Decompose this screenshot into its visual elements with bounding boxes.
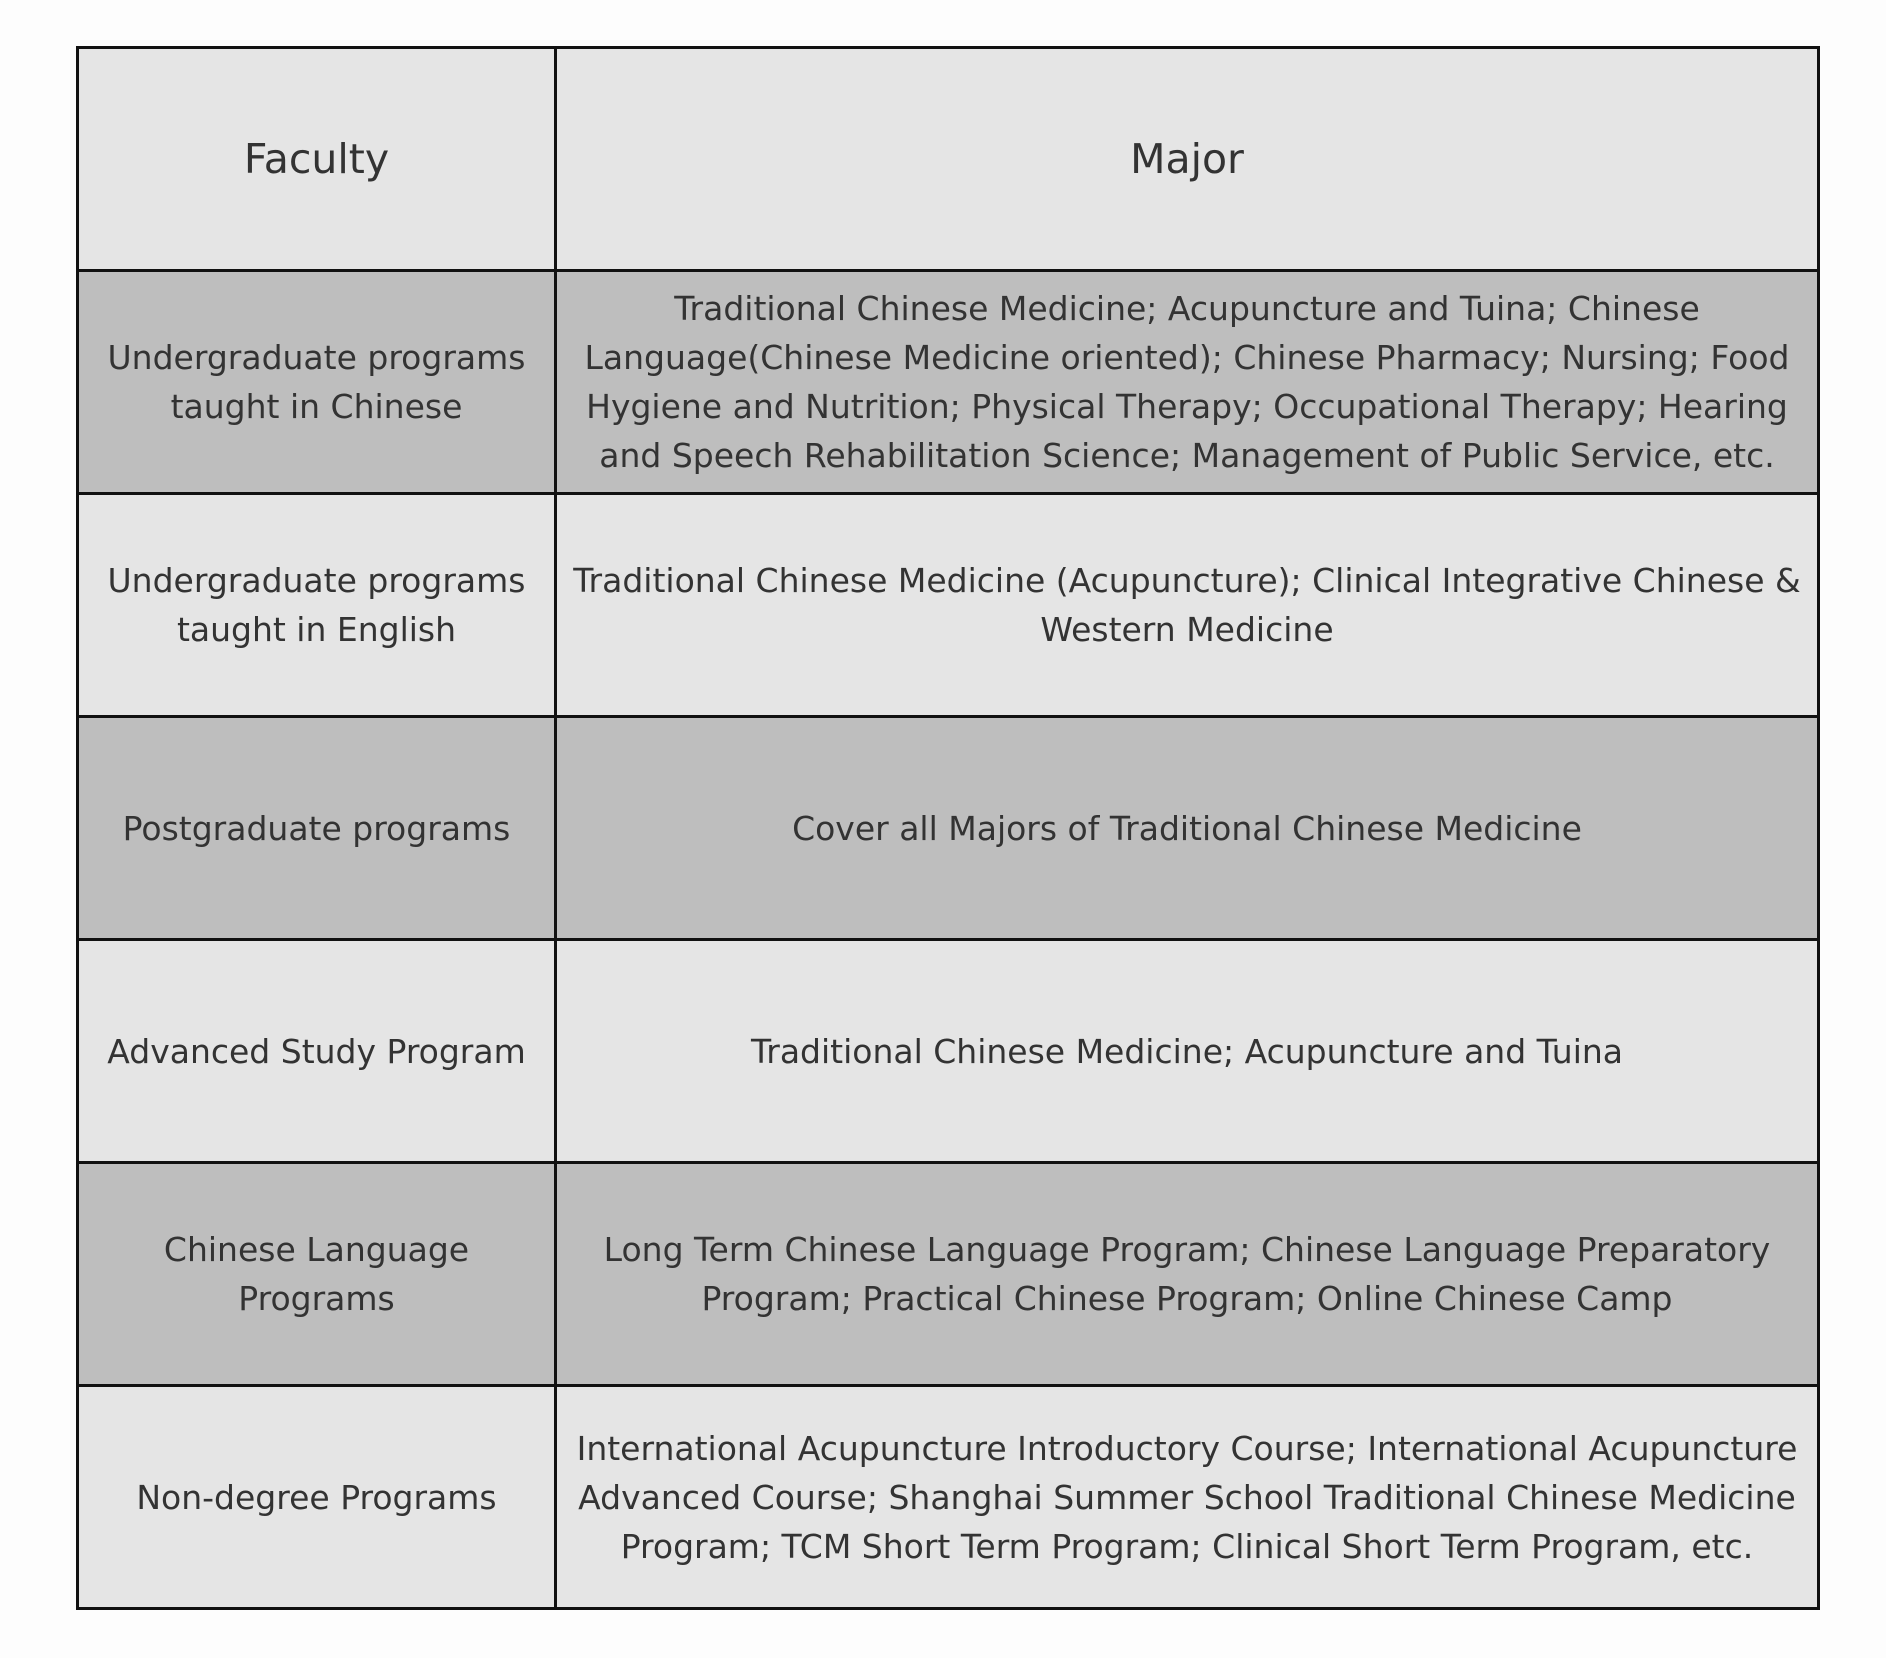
faculty-cell: Postgraduate programs <box>78 717 556 940</box>
faculty-column-header: Faculty <box>78 48 556 271</box>
major-cell: Traditional Chinese Medicine (Acupuncture); Clinical Integrative Chinese & Western Medicine <box>556 494 1819 717</box>
faculty-cell: Chinese Language Programs <box>78 1163 556 1386</box>
faculty-cell: Non-degree Programs <box>78 1386 556 1609</box>
major-cell: International Acupuncture Introductory Course; International Acupuncture Advanced Course; Shanghai Summer School Traditional Chinese Medicine Program; TCM Short Term Program; Clinical Short Term Program, etc. <box>556 1386 1819 1609</box>
programs-table-container <box>76 46 1820 1592</box>
major-cell: Traditional Chinese Medicine; Acupuncture and Tuina; Chinese Language(Chinese Medicine oriented); Chinese Pharmacy; Nursing; Food Hygiene and Nutrition; Physical Therapy; Occupational Therapy; Hearing and Speech Rehabilitation Science; Management of Public Service, etc. <box>556 271 1819 494</box>
programs-table <box>76 46 1820 1610</box>
table-row <box>78 717 1819 940</box>
table-row <box>78 1386 1819 1609</box>
table-row <box>78 940 1819 1163</box>
major-cell: Long Term Chinese Language Program; Chinese Language Preparatory Program; Practical Chinese Program; Online Chinese Camp <box>556 1163 1819 1386</box>
major-cell: Traditional Chinese Medicine; Acupuncture and Tuina <box>556 940 1819 1163</box>
faculty-cell: Undergraduate programs taught in Chinese <box>78 271 556 494</box>
table-row <box>78 271 1819 494</box>
faculty-cell: Undergraduate programs taught in English <box>78 494 556 717</box>
major-column-header: Major <box>556 48 1819 271</box>
major-cell: Cover all Majors of Traditional Chinese Medicine <box>556 717 1819 940</box>
table-header-row <box>78 48 1819 271</box>
table-row <box>78 1163 1819 1386</box>
table-row <box>78 494 1819 717</box>
faculty-cell: Advanced Study Program <box>78 940 556 1163</box>
